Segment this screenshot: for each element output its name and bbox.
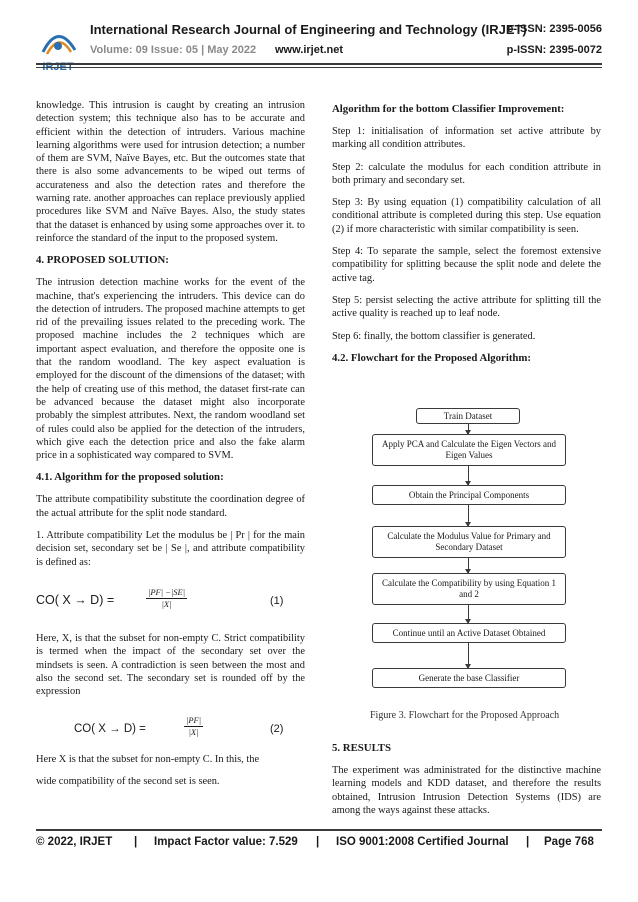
fraction-denominator: |X|: [188, 727, 199, 738]
flow-arrow: [468, 558, 469, 573]
paragraph: Here, X, is that the subset for non-empty C. Strict compatibility is termed when the impact of the secondary set over the mindsets is seen. A contradiction is seen between the most and also the second set. The secondary set is rounded off by the expression: [36, 632, 305, 698]
equation-number: (1): [270, 594, 284, 607]
flowchart-step: Generate the base Classifier: [372, 668, 566, 688]
page-header: [0, 0, 638, 86]
page-footer: [36, 836, 602, 856]
right-column-results: [332, 742, 601, 826]
paragraph: The intrusion detection machine works for the event of the machine, that's experiencing the intruders. This device can do the detection of intruders. The proposed machine attempts to get rid of the prevailing issues related to the preceding work. The proposed machine includes the 2 techniques which are important aspect evaluation, and therefore the opposite one is that the random woodland. The key aspect evaluation is employed for the discount of the dimensions of the dataset; with the help of creating use of this method, the dataset first-rate can be advanced because the dataset might also incorporate probably the simplest attributes. Next, the random woodland set of rules could also be applied for the detection of the intruders, which give each the detection price and also the fake alarm price in a sophisticated way compared to SVM.: [36, 277, 305, 462]
equation-number: (2): [270, 723, 284, 736]
iso-certification: ISO 9001:2008 Certified Journal: [336, 836, 509, 848]
footer-rule: [36, 829, 602, 831]
copyright: © 2022, IRJET: [36, 836, 113, 848]
fraction-denominator: |X|: [161, 598, 172, 609]
header-rule-thin: [36, 67, 602, 68]
flowchart-step: Calculate the Compatibility by using Equation 1 and 2: [372, 573, 566, 605]
algorithm-step: Step 6: finally, the bottom classifier is generated.: [332, 330, 536, 342]
flow-arrow: [468, 466, 469, 485]
journal-title: International Research Journal of Engineering and Technology (IRJET): [90, 22, 527, 37]
flow-arrow: [468, 424, 469, 434]
equation-lhs: CO( X → D) =: [74, 723, 146, 736]
flowchart-step: Calculate the Modulus Value for Primary and Secondary Dataset: [372, 526, 566, 558]
left-column: [36, 99, 305, 797]
flow-arrow: [468, 505, 469, 526]
equation-fraction: [184, 715, 203, 738]
journal-website[interactable]: www.irjet.net: [275, 44, 344, 56]
volume-issue: Volume: 09 Issue: 05 | May 2022: [90, 44, 257, 56]
fraction-numerator: |PF|: [186, 715, 202, 726]
paragraph: Here X is that the subset for non-empty C. In this, the: [36, 754, 260, 766]
footer-separator: |: [316, 836, 320, 848]
algorithm-step: Step 3: By using equation (1) compatibility calculation of all conditional attribute is completed during this step. Use equation (2) if more characteristic with similar compatibility is seen.: [332, 197, 601, 235]
paragraph: The experiment was administrated for the distinctive machine learning models and KDD dataset, and therefore the results obtained, Intrusion Intrusion Detection Systems (IDS) are among the ways against these attacks.: [332, 765, 601, 816]
subsection-heading: 4.1. Algorithm for the proposed solution:: [36, 471, 224, 484]
subsection-heading: 4.2. Flowchart for the Proposed Algorithm:: [332, 351, 532, 364]
logo-text: IRJET: [42, 61, 74, 73]
equation-1: [36, 578, 305, 632]
paragraph: knowledge. This intrusion is caught by creating an intrusion detection system; this technique also has to be accurate and efficient within the detection of intruders. Various machine learning algorithms were used for intrusion detection; a number of them are SVM, Naïve Bayes, etc. But the outcomes state that there is also some advancements to be wiped out terms of accurateness and also the detection rates and therefore the warning rate. another approaches can replace previously applied procedures like SVM and Naïve Bayes. Also, the study states that the dataset is enhanced by using some approaches over it. to reinforce the standard of the input to the proposed system.: [36, 100, 305, 244]
algorithm-step: Step 5: persist selecting the active attribute for splitting till the active quality is reached up to leaf node.: [332, 294, 601, 320]
fraction-numerator: |PF| −|SE|: [148, 586, 186, 597]
algorithm-step: Step 1: initialisation of information set active attribute by marking all condition attributes.: [332, 126, 601, 151]
pissn: p-ISSN: 2395-0072: [506, 44, 602, 56]
header-rule: [36, 63, 602, 65]
algorithm-step: Step 2: calculate the modulus for each condition attribute in both primary and secondary set.: [332, 161, 601, 186]
section-heading: 5. RESULTS: [332, 742, 392, 754]
flowchart-step: Continue until an Active Dataset Obtained: [372, 623, 566, 643]
flow-arrow: [468, 605, 469, 623]
footer-separator: |: [526, 836, 530, 848]
section-heading: 4. PROPOSED SOLUTION:: [36, 254, 169, 267]
footer-separator: |: [134, 836, 138, 848]
flowchart-step: Apply PCA and Calculate the Eigen Vectors and Eigen Values: [372, 434, 566, 466]
flowchart: [364, 398, 572, 728]
paragraph: wide compatibility of the second set is seen.: [36, 775, 220, 787]
paragraph: 1. Attribute compatibility Let the modulus be | Pr | for the main decision set, secondary set be | Se |, and attribute compatibility is defined as:: [36, 530, 305, 568]
impact-factor: Impact Factor value: 7.529: [154, 836, 298, 848]
figure-caption: Figure 3. Flowchart for the Proposed Approach: [370, 710, 560, 721]
algorithm-heading: Algorithm for the bottom Classifier Improvement:: [332, 103, 565, 115]
algorithm-step: Step 4: To separate the sample, select the foremost extensive compatibility for splitting because the split node and delete the active tag.: [332, 246, 601, 284]
paragraph: The attribute compatibility substitute the coordination degree of the actual attribute for the split node standard.: [36, 494, 305, 519]
eissn: e-ISSN: 2395-0056: [507, 23, 602, 35]
equation-fraction: [146, 587, 187, 610]
flow-arrow: [468, 643, 469, 668]
flowchart-step: Train Dataset: [416, 408, 520, 424]
page-number: Page 768: [544, 836, 594, 848]
equation-lhs: CO( X → D) =: [36, 592, 115, 607]
flowchart-step: Obtain the Principal Components: [372, 485, 566, 505]
equation-2: [36, 707, 305, 753]
right-column: [332, 103, 601, 374]
